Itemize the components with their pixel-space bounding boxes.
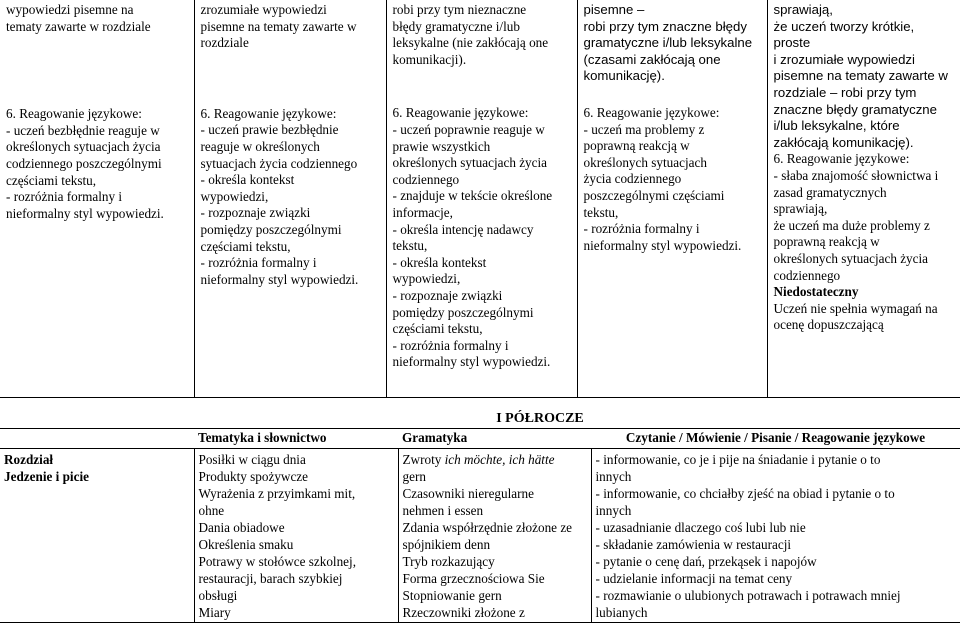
umiejetnosci-item: - pytanie o cenę dań, przekąsek i napojów: [595, 554, 817, 570]
intro-line: pisemne na tematy zawarte w: [773, 68, 948, 84]
section-heading: 6. Reagowanie językowe:: [773, 151, 910, 167]
umiejetnosci-cell: [591, 448, 960, 622]
header-gramatyka: Gramatyka: [398, 429, 591, 449]
criteria-line: poprawną reakcją w: [773, 234, 880, 250]
criteria-line: życia codziennego: [583, 171, 682, 187]
criteria-line: codziennego: [773, 267, 841, 283]
intro-line: komunikacji).: [392, 51, 467, 67]
criteria-line: tekstu,: [583, 204, 619, 220]
criteria-line: - znajduje w tekście określone: [392, 188, 553, 204]
chapter-label: Rozdział: [4, 451, 54, 467]
intro-line: pisemne –: [583, 2, 645, 17]
criteria-line: że uczeń ma duże problemy z: [773, 217, 930, 233]
intro-line: zrozumiałe wypowiedzi: [200, 2, 327, 17]
intro-line: rozdziale: [200, 35, 249, 51]
criteria-line: - rozpoznaje związki: [392, 287, 503, 303]
grade-line: ocenę dopuszczającą: [773, 317, 884, 333]
intro-line: pisemne na tematy zawarte w: [200, 18, 357, 34]
polrocze-title: I PÓŁROCZE: [496, 411, 584, 426]
header-empty: [0, 429, 194, 449]
criteria-line: - rozróżnia formalny i: [6, 189, 123, 205]
intro-line: sprawiają,: [773, 2, 833, 17]
header-tematyka: Tematyka i słownictwo: [194, 429, 398, 449]
gramatyka-item: nehmen i essen: [402, 502, 484, 518]
intro-line: gramatyczne i/lub leksykalne: [583, 35, 753, 51]
criteria-line: tekstu,: [392, 238, 428, 254]
tematyka-cell: [194, 448, 398, 622]
grade-column-5: [767, 0, 960, 398]
intro-line: zakłócają komunikację).: [773, 134, 914, 150]
grade-heading: Niedostateczny: [773, 284, 859, 300]
gramatyka-item: [403, 451, 587, 468]
grade-column-4: [577, 0, 767, 398]
criteria-line: - słaba znajomość słownictwa i: [773, 167, 939, 183]
criteria-line: nieformalny styl wypowiedzi.: [6, 205, 164, 221]
criteria-line: nieformalny styl wypowiedzi.: [200, 271, 359, 287]
criteria-line: codziennego: [392, 171, 460, 187]
criteria-line: określonych sytuacjach życia: [392, 155, 548, 171]
gramatyka-item: Stopniowanie gern: [402, 588, 502, 604]
criteria-line: częściami tekstu,: [6, 172, 97, 188]
tematyka-item: Wyrażenia z przyimkami mit,: [198, 485, 356, 501]
criteria-line: informacje,: [392, 204, 453, 220]
umiejetnosci-item: innych: [595, 502, 632, 518]
intro-line: znaczne błędy gramatyczne: [773, 101, 937, 117]
umiejetnosci-item: - informowanie, co chciałby zjeść na obiad i pytanie o to: [595, 485, 895, 501]
intro-line: tematy zawarte w rozdziale: [6, 18, 151, 34]
intro-line: błędy gramatyczne i/lub: [392, 18, 520, 34]
criteria-line: wypowiedzi,: [392, 271, 461, 287]
header-row: [0, 429, 960, 449]
intro-line: robi przy tym nieznaczne: [392, 2, 527, 17]
umiejetnosci-item: - udzielanie informacji na temat ceny: [595, 571, 793, 587]
criteria-line: sprawiają,: [773, 201, 828, 217]
criteria-line: codziennego poszczególnymi: [6, 155, 162, 171]
gramatyka-item: spójnikiem denn: [402, 537, 491, 553]
intro-line: rozdziale – robi przy tym: [773, 84, 917, 100]
gramatyka-item: Forma grzecznościowa Sie: [402, 571, 545, 587]
criteria-line: określonych sytuacjach: [583, 154, 707, 170]
intro-line: komunikację).: [583, 68, 665, 84]
section-heading: 6. Reagowanie językowe:: [583, 104, 720, 120]
criteria-line: prawie wszystkich: [392, 138, 491, 154]
tematyka-item: Posiłki w ciągu dnia: [198, 451, 306, 467]
criteria-line: - rozróżnia formalny i: [583, 221, 700, 237]
intro-line: (czasami zakłócają one: [583, 51, 721, 67]
curriculum-table: [0, 428, 960, 623]
tematyka-item: Dania obiadowe: [198, 519, 285, 535]
intro-line: i/lub leksykalne, które: [773, 118, 900, 134]
gramatyka-italic-phrase: ich möchte, ich hätte: [444, 451, 555, 467]
criteria-line: częściami tekstu,: [200, 238, 291, 254]
gramatyka-item: gern: [402, 468, 426, 484]
criteria-line: wypowiedzi,: [200, 188, 269, 204]
gramatyka-item: Czasowniki nieregularne: [402, 485, 534, 501]
tematyka-item: Produkty spożywcze: [198, 468, 309, 484]
criteria-line: określonych sytuacjach życia: [6, 139, 161, 155]
umiejetnosci-item: lubianych: [595, 605, 648, 621]
gramatyka-item: Tryb rozkazujący: [402, 554, 495, 570]
intro-line: że uczeń tworzy krótkie, proste: [773, 18, 915, 51]
criteria-line: sytuacjach życia codziennego: [200, 155, 358, 171]
grade-column-1: [0, 0, 194, 398]
umiejetnosci-item: innych: [595, 468, 632, 484]
header-umiejetnosci: Czytanie / Mówienie / Pisanie / Reagowanie językowe: [591, 429, 960, 449]
section-title: [0, 411, 960, 427]
gramatyka-item: Rzeczowniki złożone z: [402, 605, 525, 621]
criteria-line: - określa kontekst: [200, 172, 295, 188]
tematyka-item: Potrawy w stołówce szkolnej,: [198, 554, 356, 570]
criteria-line: - rozróżnia formalny i: [200, 255, 317, 271]
criteria-line: pomiędzy poszczególnymi: [392, 304, 534, 320]
criteria-line: zasad gramatycznych: [773, 184, 887, 200]
criteria-line: nieformalny styl wypowiedzi.: [392, 354, 551, 370]
gramatyka-item: Zdania współrzędnie złożone ze: [402, 519, 573, 535]
intro-line: wypowiedzi pisemne na: [6, 2, 134, 17]
criteria-line: - uczeń bezbłędnie reaguje w: [6, 122, 160, 138]
umiejetnosci-item: - uzasadnianie dlaczego coś lubi lub nie: [595, 519, 806, 535]
grade-column-3: [386, 0, 577, 398]
criteria-line: - rozróżnia formalny i: [392, 337, 509, 353]
criteria-line: - uczeń prawie bezbłędnie: [200, 122, 339, 138]
intro-line: robi przy tym znaczne błędy: [583, 18, 747, 34]
umiejetnosci-item: - rozmawianie o ulubionych potrawach i potrawach mniej: [595, 588, 901, 604]
section-heading: 6. Reagowanie językowe:: [200, 105, 337, 121]
section-heading: 6. Reagowanie językowe:: [6, 106, 142, 122]
grade-line: Uczeń nie spełnia wymagań na: [773, 300, 938, 316]
intro-line: leksykalne (nie zakłócają one: [392, 35, 549, 51]
tematyka-item: ohne: [198, 502, 225, 518]
criteria-line: - uczeń poprawnie reaguje w: [392, 121, 545, 137]
criteria-line: - rozpoznaje związki: [200, 205, 311, 221]
criteria-line: poprawną reakcją w: [583, 138, 690, 154]
tematyka-item: Określenia smaku: [198, 537, 294, 553]
gramatyka-cell: [398, 448, 591, 622]
grade-column-2: [194, 0, 386, 398]
chapter-row: [0, 448, 960, 622]
tematyka-item: restauracji, barach szybkiej: [198, 571, 343, 587]
tematyka-item: Miary: [198, 605, 231, 621]
umiejetnosci-item: - informowanie, co je i pije na śniadanie i pytanie o to: [595, 451, 881, 467]
criteria-line: reaguje w określonych: [200, 138, 320, 154]
section-heading: 6. Reagowanie językowe:: [392, 105, 529, 121]
chapter-cell: [0, 448, 194, 622]
criteria-line: - określa intencję nadawcy: [392, 221, 534, 237]
criteria-line: - określa kontekst: [392, 254, 487, 270]
tematyka-item: obsługi: [198, 588, 238, 604]
criteria-line: - uczeń ma problemy z: [583, 121, 705, 137]
criteria-line: częściami tekstu,: [392, 321, 483, 337]
criteria-line: nieformalny styl wypowiedzi.: [583, 237, 742, 253]
criteria-line: poszczególnymi częściami: [583, 187, 725, 203]
chapter-name: Jedzenie i picie: [4, 468, 89, 484]
criteria-line: określonych sytuacjach życia: [773, 250, 929, 266]
intro-line: i zrozumiałe wypowiedzi: [773, 51, 915, 67]
umiejetnosci-item: - składanie zamówienia w restauracji: [595, 537, 792, 553]
criteria-line: pomiędzy poszczególnymi: [200, 221, 342, 237]
gramatyka-prefix: Zwroty: [402, 451, 445, 467]
